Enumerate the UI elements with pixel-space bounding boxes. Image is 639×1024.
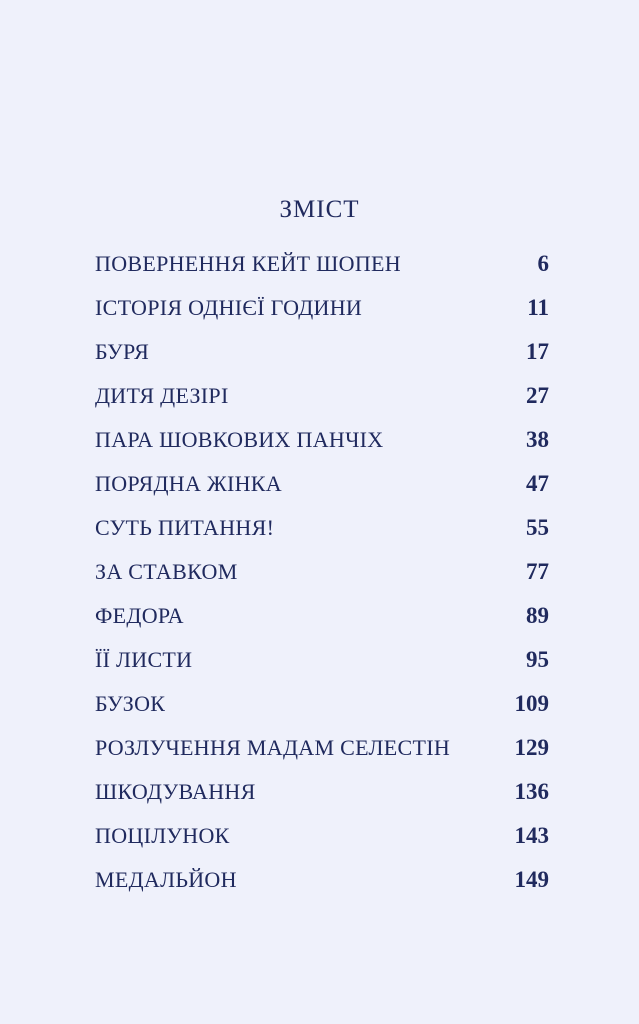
toc-entry-title: МЕДАЛЬЙОН (95, 867, 237, 892)
toc-entry (95, 864, 549, 908)
toc-entry (95, 820, 549, 864)
toc-entry (95, 292, 549, 336)
toc-entry (95, 776, 549, 820)
toc-entry (95, 600, 549, 644)
toc-entry-page: 136 (514, 779, 549, 804)
toc-entry (95, 424, 549, 468)
toc-entry-page: 27 (526, 383, 549, 408)
toc-entry-page: 109 (514, 691, 549, 716)
toc-entry (95, 644, 549, 688)
toc-entry-title: ШКОДУВАННЯ (95, 779, 256, 804)
toc-entry-page: 38 (526, 427, 549, 452)
toc-entry-title: ЇЇ ЛИСТИ (95, 647, 193, 672)
toc-entry-title: ПОЦІЛУНОК (95, 823, 230, 848)
toc-entry (95, 336, 549, 380)
toc-entry-title: ДИТЯ ДЕЗІРІ (95, 383, 229, 408)
toc-entry-title: ПАРА ШОВКОВИХ ПАНЧІХ (95, 427, 384, 452)
toc-entry-page: 95 (526, 647, 549, 672)
toc-entry-page: 77 (526, 559, 549, 584)
toc-entry (95, 512, 549, 556)
toc-entry-title: ПОВЕРНЕННЯ КЕЙТ ШОПЕН (95, 251, 401, 276)
toc-entry-page: 17 (526, 339, 549, 364)
toc-entry (95, 468, 549, 512)
toc-entry-title: ЗА СТАВКОМ (95, 559, 238, 584)
toc-entry-page: 143 (514, 823, 549, 848)
toc-entry-title: БУЗОК (95, 691, 166, 716)
toc-heading: ЗМІСТ (279, 196, 360, 223)
toc-entry-title: ПОРЯДНА ЖІНКА (95, 471, 282, 496)
toc-entry (95, 688, 549, 732)
toc-entry-page: 6 (537, 251, 549, 276)
toc-entry-title: БУРЯ (95, 339, 150, 364)
toc-entry-page: 55 (526, 515, 549, 540)
toc-entry-title: ФЕДОРА (95, 603, 184, 628)
toc-entry-page: 89 (526, 603, 549, 628)
toc-list (95, 248, 549, 908)
toc-entry (95, 556, 549, 600)
toc-entry-page: 11 (527, 295, 549, 320)
toc-entry-page: 129 (514, 735, 549, 760)
toc-entry-title: РОЗЛУЧЕННЯ МАДАМ СЕЛЕСТІН (95, 735, 451, 760)
toc-entry-title: СУТЬ ПИТАННЯ! (95, 515, 275, 540)
toc-entry-page: 47 (526, 471, 549, 496)
toc-entry (95, 380, 549, 424)
toc-entry (95, 732, 549, 776)
toc-entry-title: ІСТОРІЯ ОДНІЄЇ ГОДИНИ (95, 295, 363, 320)
toc-entry (95, 248, 549, 292)
toc-entry-page: 149 (514, 867, 549, 892)
